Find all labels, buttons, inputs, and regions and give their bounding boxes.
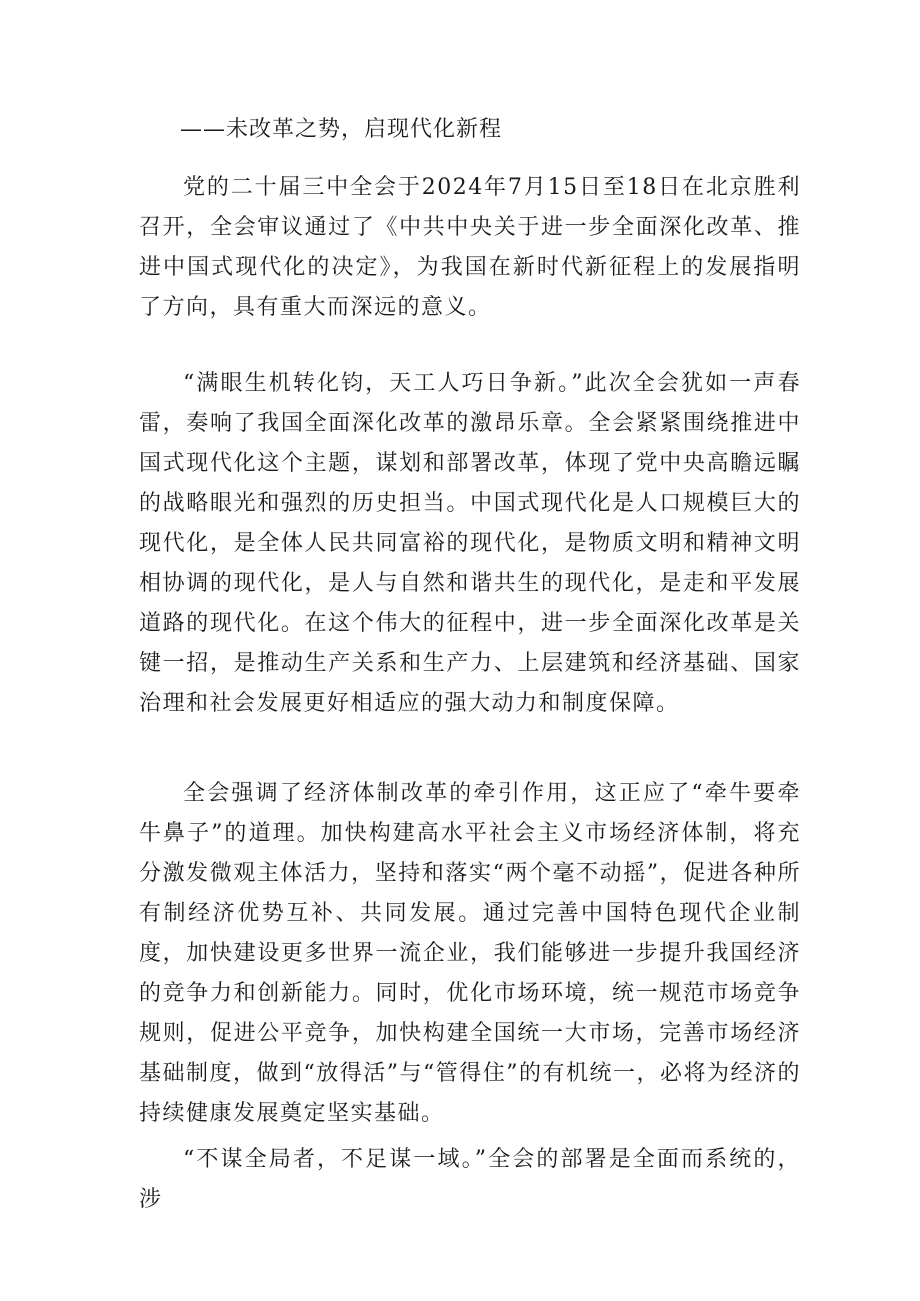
paragraph-overall-deployment: “不谋全局者，不足谋一域。”全会的部署是全面而系统的，涉 xyxy=(139,1147,801,1212)
paragraph-convening: 党的二十届三中全会于2024年7月15日至18日在北京胜利召开，全会审议通过了《中共中央关于进一步全面深化改革、推进中国式现代化的决定》，为我国在新时代新征程上的发展指明了方向，具有重大而深远的意义。 xyxy=(139,175,801,320)
paragraph-economic-reform: 全会强调了经济体制改革的牵引作用，这正应了“牵牛要牵牛鼻子”的道理。加快构建高水平社会主义市场经济体制，将充分激发微观主体活力，坚持和落实“两个毫不动摇”，促进各种所有制经济优势互补、共同发展。通过完善中国特色现代企业制度，加快建设更多世界一流企业，我们能够进一步提升我国经济的竞争力和创新能力。同时，优化市场环境，统一规范市场竞争规则，促进公平竞争，加快构建全国统一大市场，完善市场经济基础制度，做到“放得活”与“管得住”的有机统一，必将为经济的持续健康发展奠定坚实基础。 xyxy=(139,781,801,1126)
paragraph-modernization: “满眼生机转化钧，天工人巧日争新。”此次全会犹如一声春雷，奏响了我国全面深化改革的激昂乐章。全会紧紧围绕推进中国式现代化这个主题，谋划和部署改革，体现了党中央高瞻远瞩的战略眼光和强烈的历史担当。中国式现代化是人口规模巨大的现代化，是全体人民共同富裕的现代化，是物质文明和精神文明相协调的现代化，是人与自然和谐共生的现代化，是走和平发展道路的现代化。在这个伟大的征程中，进一步全面深化改革是关键一招，是推动生产关系和生产力、上层建筑和经济基础、国家治理和社会发展更好相适应的强大动力和制度保障。 xyxy=(139,371,801,716)
document-subtitle: ——未改革之势，启现代化新程 xyxy=(180,117,503,142)
